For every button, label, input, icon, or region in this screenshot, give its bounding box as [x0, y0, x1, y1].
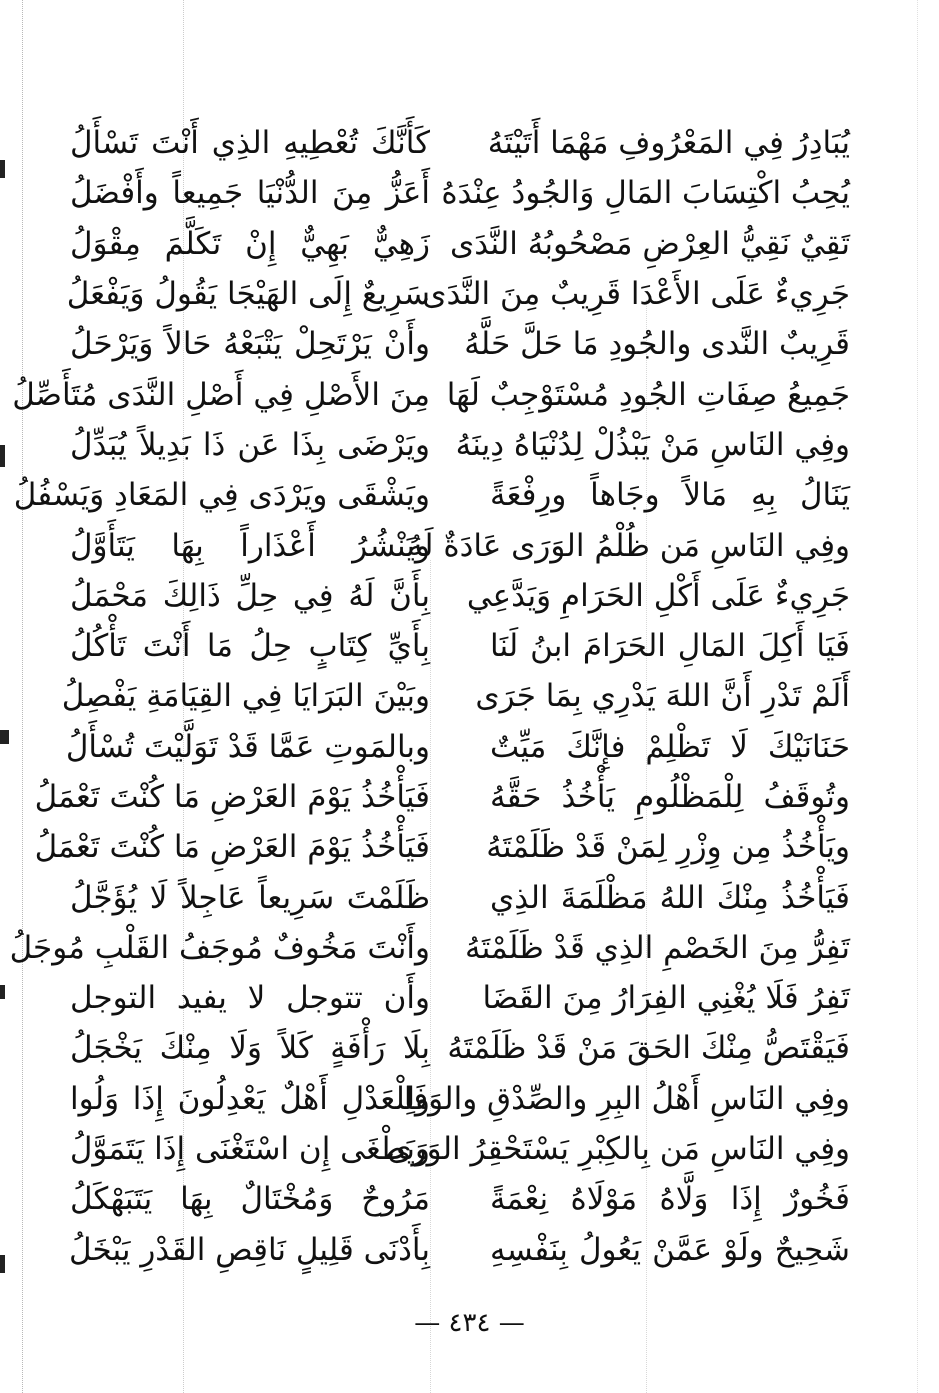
verse-row — [70, 1074, 850, 1124]
scan-edge-mark — [0, 445, 5, 467]
verse-hemistich-right: وفِي النَاسِ أَهْلُ البِرِ والصِّدْقِ والوَفَا — [403, 1080, 850, 1117]
scan-edge-mark — [0, 160, 5, 178]
verse-hemistich-right: وفِي النَاسِ مَن بِالكِبْرِ يَسْتَحْقِرُ الوَرَى — [387, 1131, 850, 1168]
verse-row — [70, 621, 850, 671]
verse-hemistich-left: وأَن تتوجل لا يفيد التوجل — [70, 980, 430, 1017]
verse-row — [9, 923, 850, 973]
verse-row — [61, 671, 850, 721]
verse-hemistich-left: ويَشْقَى ويَرْدَى فِي المَعَادِ وَيَسْفُلُ — [13, 477, 430, 514]
verse-hemistich-right: أَلَمْ تَدْرِ أَنَّ اللهَ يَدْرِي بِمَا جَرَى — [475, 678, 850, 715]
verse-row — [70, 1174, 850, 1224]
verse-hemistich-left: ويَنْشُرُ أَعْذَاراً بِهَا يَتَأَوَّلُ — [70, 527, 430, 564]
verse-hemistich-right: وفِي النَاسِ مَنْ يَبْذُلْ لِدُنْيَاهُ دِينَهُ — [455, 426, 850, 463]
verse-hemistich-left: وأَنْ يَرْتَحِلْ يَتْبَعْهُ حَالاً وَيَرْحَلُ — [70, 326, 430, 363]
verse-row — [70, 219, 850, 269]
verse-row — [70, 571, 850, 621]
verse-hemistich-right: جَمِيعُ صِفَاتِ الجُودِ مُسْتَوْجِبٌ لَهَا — [446, 376, 850, 413]
verse-row — [70, 1023, 850, 1073]
verse-hemistich-left: ويَطْغَى إِن اسْتَغْنَى إِذَا يَتَمَوَّلُ — [69, 1131, 430, 1168]
verse-hemistich-right: تَفِرُّ مِنَ الخَصْمِ الذِي قَدْ ظَلَمْتَهُ — [465, 929, 850, 966]
verse-hemistich-left: بِأَيِّ كِتَابٍ حِلُ مَا أَنْتَ تَأْكُلُ — [70, 628, 430, 665]
verse-row — [34, 772, 850, 822]
scan-artifact-line — [22, 0, 23, 1393]
verse-hemistich-left: سَرِيعٌ إِلَى الهَيْجَا يَقُولُ وَيَفْعَلُ — [66, 276, 430, 313]
verse-hemistich-left: ويَرْضَى بِذَا عَن ذَا بَدِيلاً يُبَدِّلُ — [70, 426, 430, 463]
scan-artifact-line — [917, 0, 918, 1393]
verse-hemistich-right: حَنَانَيْكَ لَا تَظْلِمْ فإِنَّكَ مَيِّتٌ — [490, 728, 850, 765]
verse-row — [65, 722, 850, 772]
verse-row — [70, 1124, 850, 1174]
verse-row — [34, 822, 850, 872]
verse-hemistich-left: وبَيْنَ البَرَايَا فِي القِيَامَةِ يَفْصِلُ — [61, 678, 430, 715]
verse-hemistich-left: زَهِيٌّ بَهِيٌّ إِنْ تَكَلَّمَ مِقْوَلُ — [70, 225, 430, 262]
verse-row — [13, 470, 850, 520]
verse-row — [12, 369, 850, 419]
verse-hemistich-right: فَخُورٌ إِذَا وَلَّاهُ مَوْلَاهُ نِعْمَةً — [490, 1181, 850, 1218]
verse-hemistich-left: مَرُوحٌ وَمُخْتَالٌ بِهَا يَتَبَهْكَلُ — [70, 1181, 430, 1218]
verse-hemistich-right: يَنَالُ بِهِ مَالاً وجَاهاً ورِفْعَةً — [490, 477, 850, 514]
verse-hemistich-right: ويَأْخُذُ مِن وِزْرِ لِمَنْ قَدْ ظَلَمْتَهُ — [486, 829, 850, 866]
verse-hemistich-right: تَفِرُ فَلَا يُغْنِي الفِرَارُ مِنَ القَضَا — [482, 980, 850, 1017]
verse-hemistich-left: أَعَزُّ مِنَ الدُّنْيَا جَمِيعاً وأَفْضَلُ — [70, 175, 430, 212]
page-number: — ٤٣٤ — — [414, 1308, 525, 1338]
scan-edge-mark — [0, 985, 5, 999]
verse-hemistich-right: شَحِيحٌ ولَوْ عَمَّنْ يَعُولُ بِنَفْسِهِ — [490, 1231, 850, 1268]
verse-row — [70, 168, 850, 218]
verse-row — [70, 973, 850, 1023]
verse-hemistich-right: تَقِيٌ نَقِيُّ العِرْضِ مَصْحُوبُهُ النَّدَى — [449, 225, 850, 262]
verse-hemistich-left: بِأَدْنَى قَلِيلٍ نَاقِصِ القَدْرِ يَبْخَلُ — [69, 1231, 430, 1268]
verse-hemistich-left: ولِلْعَدْلِ أَهْلٌ يَعْدِلُونَ إِذَا وَلُوا — [70, 1080, 430, 1117]
verse-hemistich-left: وبالمَوتِ عَمَّا قَدْ تَوَلَّيْتَ تُسْأَلُ — [65, 728, 430, 765]
verse-hemistich-left: كَأَنَّكَ تُعْطِيهِ الذِي أَنْتَ تَسْأَلُ — [70, 125, 430, 162]
verse-row — [66, 269, 850, 319]
verse-row — [70, 1225, 850, 1275]
verse-hemistich-left: بِأَنَّ لَهُ فِي حِلِّ ذَالِكَ مَحْمَلُ — [70, 577, 430, 614]
verse-row — [70, 520, 850, 570]
verse-hemistich-right: وتُوقَفُ لِلْمَظْلُومِ يَأْخُذُ حَقَّهُ — [490, 779, 850, 815]
verse-row — [70, 872, 850, 922]
verse-hemistich-right: جَرِيءٌ عَلَى أَكْلِ الحَرَامِ وَيَدَّعِي — [466, 577, 850, 614]
verse-hemistich-right: يُبَادِرُ فِي المَعْرُوفِ مَهْمَا أَتَيْتَهُ — [487, 125, 850, 162]
verse-hemistich-left: فَيَأْخُذُ يَوْمَ العَرْضِ مَا كُنْتَ تَعْمَلُ — [34, 779, 430, 815]
verse-hemistich-right: وفِي النَاسِ مَن ظُلْمُ الوَرَى عَادَةٌ لَهُ — [407, 527, 850, 564]
verse-hemistich-right: يُحِبُ اكْتِسَابَ المَالِ وَالجُودُ عِنْدَهُ — [441, 175, 850, 212]
verse-row — [70, 319, 850, 369]
verse-hemistich-right: فَيَأْخُذُ مِنْكَ اللهُ مَظْلَمَةَ الذِي — [490, 879, 850, 916]
verse-row — [70, 420, 850, 470]
scan-edge-mark — [0, 730, 9, 744]
verse-hemistich-left: وأَنْتَ مَخُوفٌ مُوجَفُ القَلْبِ مُوجَلُ — [9, 929, 430, 966]
verse-hemistich-right: جَرِيءٌ عَلَى الأَعْدَا قَرِيبٌ مِنَ النَّدَى — [422, 276, 850, 313]
verse-hemistich-left: ظَلَمْتَ سَرِيعاً عَاجِلاً لَا يُؤَجَّلُ — [70, 879, 430, 916]
verse-hemistich-right: قَرِيبٌ النَّدى والجُودِ مَا حَلَّ حَلَّهُ — [464, 326, 850, 363]
verse-hemistich-left: مِنَ الأَصْلِ فِي أَصْلِ النَّدَى مُتَأَصِّلُ — [12, 376, 430, 413]
poem-body — [9, 118, 850, 1275]
verse-hemistich-left: بِلَا رَأْفَةٍ كَلاً وَلَا مِنْكَ يَخْجَلُ — [70, 1030, 430, 1067]
scan-edge-mark — [0, 1255, 5, 1273]
verse-row — [70, 118, 850, 168]
verse-hemistich-left: فَيَأْخُذُ يَوْمَ العَرْضِ مَا كُنْتَ تَعْمَلُ — [34, 829, 430, 866]
verse-hemistich-right: فَيَا أَكِلَ المَالِ الحَرَامَ ابنُ لَنَا — [490, 628, 850, 665]
verse-hemistich-right: فَيَقْتَصُّ مِنْكَ الحَقَ مَنْ قَدْ ظَلَمْتَهُ — [447, 1030, 850, 1067]
